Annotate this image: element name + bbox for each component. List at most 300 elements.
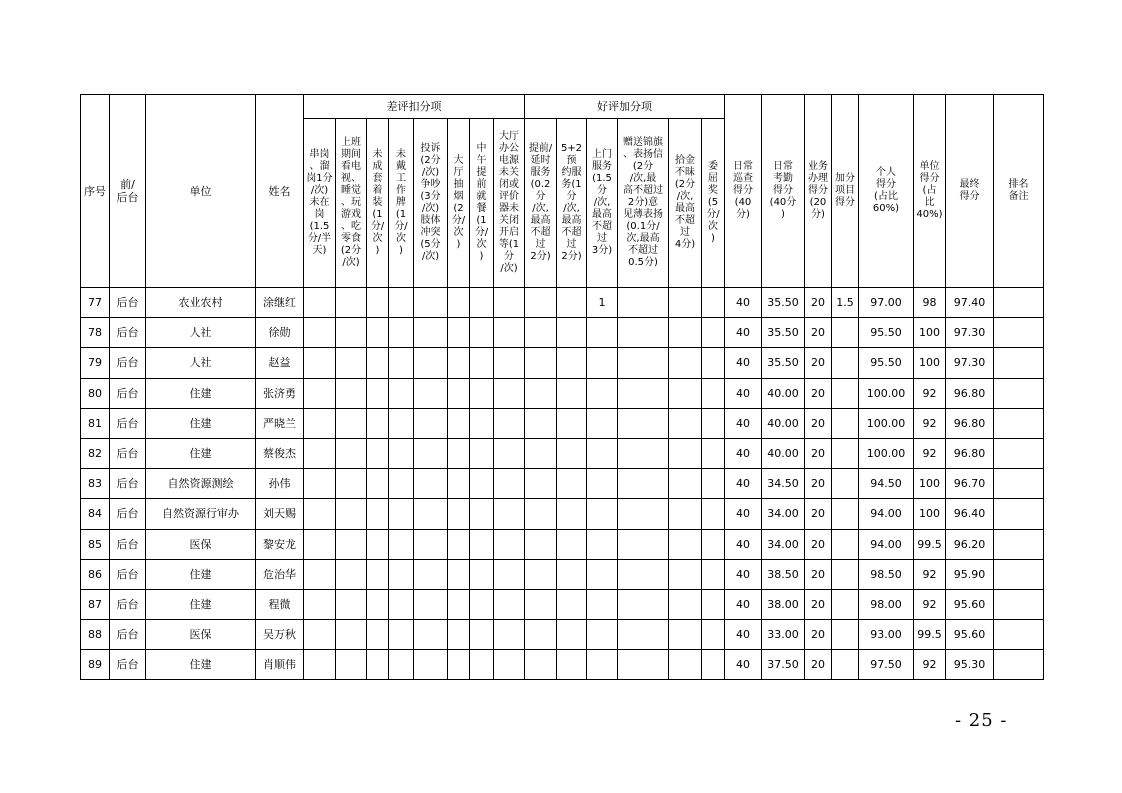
bonus-project-cell <box>832 650 859 680</box>
deduct-cell <box>470 288 494 318</box>
unit-score-cell: 99.5 <box>914 620 946 650</box>
bonus-cell <box>618 469 669 499</box>
deduct-cell <box>336 408 367 438</box>
deduct-cell <box>304 589 336 619</box>
deduct-cell <box>389 438 414 468</box>
unit-cell: 人社 <box>146 348 256 378</box>
bonus-project-cell <box>832 559 859 589</box>
front-back-cell: 后台 <box>110 559 146 589</box>
name-cell: 严晓兰 <box>256 408 304 438</box>
remark-cell <box>994 650 1044 680</box>
seq-cell: 84 <box>81 499 110 529</box>
bonus-project-cell <box>832 499 859 529</box>
deduct-cell <box>389 589 414 619</box>
front-back-cell: 后台 <box>110 620 146 650</box>
deduct-cell <box>494 438 525 468</box>
deduct-cell <box>448 650 470 680</box>
bonus-cell <box>618 499 669 529</box>
header-deduct-group: 差评扣分项 <box>304 95 525 119</box>
bonus-cell <box>525 620 557 650</box>
personal-score-cell: 95.50 <box>859 318 914 348</box>
table-row <box>81 589 1044 619</box>
deduct-cell <box>494 378 525 408</box>
business-cell: 20 <box>805 288 832 318</box>
remark-cell <box>994 499 1044 529</box>
deduct-item-header: 串岗 、溜 岗1分 /次) 未在 岗 (1.5 分/半 天) <box>304 119 336 288</box>
seq-cell: 77 <box>81 288 110 318</box>
final-score-cell: 97.30 <box>946 348 994 378</box>
name-cell: 涂继红 <box>256 288 304 318</box>
bonus-cell <box>669 438 702 468</box>
patrol-cell: 40 <box>725 348 762 378</box>
deduct-cell <box>336 378 367 408</box>
attendance-cell: 40.00 <box>762 438 805 468</box>
deduct-cell <box>389 620 414 650</box>
deduct-cell <box>494 589 525 619</box>
bonus-project-cell <box>832 348 859 378</box>
deduct-cell <box>304 438 336 468</box>
bonus-cell <box>702 620 725 650</box>
final-score-cell: 96.20 <box>946 529 994 559</box>
deduct-cell <box>494 469 525 499</box>
deduct-cell <box>336 499 367 529</box>
personal-score-cell: 100.00 <box>859 378 914 408</box>
bonus-cell <box>669 620 702 650</box>
deduct-cell <box>367 288 389 318</box>
name-cell: 刘天赐 <box>256 499 304 529</box>
name-cell: 蔡俊杰 <box>256 438 304 468</box>
table-row <box>81 469 1044 499</box>
bonus-cell <box>618 589 669 619</box>
patrol-cell: 40 <box>725 589 762 619</box>
attendance-cell: 38.00 <box>762 589 805 619</box>
deduct-cell <box>367 559 389 589</box>
unit-cell: 住建 <box>146 438 256 468</box>
bonus-cell <box>669 288 702 318</box>
final-score-cell: 95.90 <box>946 559 994 589</box>
bonus-item-header: 赠送锦旗 、表扬信 (2分 /次,最 高不超过 2分)意 见薄表扬 (0.1分/ 次,最高 不超过 0.5分) <box>618 119 669 288</box>
bonus-cell <box>525 438 557 468</box>
deduct-cell <box>448 348 470 378</box>
unit-score-cell: 100 <box>914 348 946 378</box>
seq-cell: 80 <box>81 378 110 408</box>
deduct-cell <box>389 650 414 680</box>
attendance-cell: 35.50 <box>762 348 805 378</box>
bonus-cell <box>525 348 557 378</box>
attendance-cell: 34.00 <box>762 529 805 559</box>
deduct-item-header: 中 午 提 前 就 餐 (1 分/ 次 ) <box>470 119 494 288</box>
patrol-cell: 40 <box>725 559 762 589</box>
bonus-cell <box>587 378 618 408</box>
bonus-cell <box>587 318 618 348</box>
deduct-cell <box>448 559 470 589</box>
business-cell: 20 <box>805 620 832 650</box>
table-row <box>81 620 1044 650</box>
table-row <box>81 378 1044 408</box>
final-score-cell: 96.80 <box>946 378 994 408</box>
deduct-cell <box>367 589 389 619</box>
business-cell: 20 <box>805 650 832 680</box>
unit-score-cell: 100 <box>914 318 946 348</box>
bonus-project-cell <box>832 408 859 438</box>
header-seq: 序号 <box>81 95 110 288</box>
business-cell: 20 <box>805 378 832 408</box>
unit-cell: 住建 <box>146 559 256 589</box>
unit-cell: 自然资源行审办 <box>146 499 256 529</box>
table-row <box>81 559 1044 589</box>
deduct-cell <box>389 499 414 529</box>
deduct-cell <box>494 318 525 348</box>
bonus-cell <box>587 469 618 499</box>
bonus-cell <box>702 650 725 680</box>
page-number: - 25 - <box>955 710 1008 731</box>
name-cell: 徐勋 <box>256 318 304 348</box>
bonus-project-cell <box>832 589 859 619</box>
patrol-cell: 40 <box>725 529 762 559</box>
business-cell: 20 <box>805 559 832 589</box>
business-cell: 20 <box>805 589 832 619</box>
final-score-cell: 96.80 <box>946 438 994 468</box>
deduct-cell <box>304 288 336 318</box>
deduct-cell <box>414 288 448 318</box>
seq-cell: 83 <box>81 469 110 499</box>
deduct-cell <box>336 438 367 468</box>
attendance-cell: 38.50 <box>762 559 805 589</box>
personal-score-cell: 95.50 <box>859 348 914 378</box>
bonus-cell <box>525 408 557 438</box>
front-back-cell: 后台 <box>110 318 146 348</box>
business-cell: 20 <box>805 469 832 499</box>
final-score-cell: 97.30 <box>946 318 994 348</box>
personal-score-cell: 100.00 <box>859 438 914 468</box>
bonus-cell <box>587 589 618 619</box>
bonus-cell <box>525 529 557 559</box>
table-row <box>81 438 1044 468</box>
deduct-cell <box>494 499 525 529</box>
deduct-cell <box>367 348 389 378</box>
deduct-cell <box>389 318 414 348</box>
deduct-cell <box>367 438 389 468</box>
remark-cell <box>994 469 1044 499</box>
front-back-cell: 后台 <box>110 438 146 468</box>
deduct-item-header: 大 厅 抽 烟 (2 分/ 次 ) <box>448 119 470 288</box>
patrol-cell: 40 <box>725 318 762 348</box>
business-cell: 20 <box>805 408 832 438</box>
remark-cell <box>994 559 1044 589</box>
table-row <box>81 288 1044 318</box>
bonus-cell <box>557 288 587 318</box>
deduct-cell <box>414 318 448 348</box>
deduct-cell <box>367 408 389 438</box>
deduct-cell <box>414 499 448 529</box>
patrol-cell: 40 <box>725 620 762 650</box>
bonus-cell <box>557 589 587 619</box>
patrol-cell: 40 <box>725 408 762 438</box>
deduct-cell <box>304 650 336 680</box>
business-cell: 20 <box>805 438 832 468</box>
seq-cell: 78 <box>81 318 110 348</box>
score-table <box>80 94 1044 680</box>
deduct-cell <box>448 408 470 438</box>
bonus-cell <box>618 408 669 438</box>
header-final: 最终 得分 <box>946 95 994 288</box>
deduct-cell <box>494 348 525 378</box>
bonus-cell <box>618 318 669 348</box>
bonus-cell <box>525 378 557 408</box>
bonus-cell <box>557 408 587 438</box>
seq-cell: 81 <box>81 408 110 438</box>
bonus-cell <box>557 499 587 529</box>
deduct-item-header: 投诉 (2分 /次) 争吵 (3分 /次) 肢体 冲突 (5分 /次) <box>414 119 448 288</box>
deduct-cell <box>367 469 389 499</box>
deduct-item-header: 未 成 套 着 装 (1 分/ 次 ) <box>367 119 389 288</box>
deduct-cell <box>414 408 448 438</box>
deduct-cell <box>336 318 367 348</box>
bonus-cell <box>557 529 587 559</box>
deduct-cell <box>494 408 525 438</box>
deduct-cell <box>448 378 470 408</box>
personal-score-cell: 97.50 <box>859 650 914 680</box>
header-front-back: 前/ 后台 <box>110 95 146 288</box>
deduct-cell <box>470 559 494 589</box>
deduct-cell <box>448 438 470 468</box>
header-bonus-project: 加分 项目 得分 <box>832 95 859 288</box>
bonus-cell <box>669 529 702 559</box>
bonus-cell <box>669 589 702 619</box>
deduct-cell <box>470 650 494 680</box>
unit-score-cell: 92 <box>914 650 946 680</box>
front-back-cell: 后台 <box>110 288 146 318</box>
deduct-cell <box>367 620 389 650</box>
bonus-cell <box>587 348 618 378</box>
business-cell: 20 <box>805 529 832 559</box>
attendance-cell: 34.00 <box>762 499 805 529</box>
remark-cell <box>994 529 1044 559</box>
patrol-cell: 40 <box>725 499 762 529</box>
bonus-project-cell <box>832 378 859 408</box>
deduct-cell <box>494 650 525 680</box>
bonus-cell <box>587 408 618 438</box>
bonus-item-header: 上门 服务 (1.5 分 /次, 最高 不超 过 3分) <box>587 119 618 288</box>
bonus-cell <box>525 559 557 589</box>
deduct-cell <box>448 469 470 499</box>
bonus-item-header: 5+2预 约服 务(1 分 /次, 最高 不超 过 2分) <box>557 119 587 288</box>
bonus-cell <box>557 620 587 650</box>
name-cell: 赵益 <box>256 348 304 378</box>
bonus-cell <box>525 318 557 348</box>
bonus-cell <box>669 348 702 378</box>
deduct-cell <box>336 650 367 680</box>
deduct-cell <box>414 529 448 559</box>
business-cell: 20 <box>805 499 832 529</box>
table-row <box>81 348 1044 378</box>
unit-cell: 住建 <box>146 589 256 619</box>
deduct-cell <box>336 348 367 378</box>
name-cell: 肖顺伟 <box>256 650 304 680</box>
unit-cell: 医保 <box>146 620 256 650</box>
patrol-cell: 40 <box>725 650 762 680</box>
bonus-cell <box>669 318 702 348</box>
deduct-cell <box>494 620 525 650</box>
unit-score-cell: 92 <box>914 559 946 589</box>
deduct-cell <box>494 529 525 559</box>
bonus-cell <box>618 529 669 559</box>
table-body <box>81 288 1044 680</box>
bonus-cell <box>618 348 669 378</box>
deduct-cell <box>470 469 494 499</box>
seq-cell: 85 <box>81 529 110 559</box>
bonus-cell <box>702 469 725 499</box>
bonus-cell <box>702 499 725 529</box>
bonus-cell: 1 <box>587 288 618 318</box>
front-back-cell: 后台 <box>110 378 146 408</box>
deduct-cell <box>389 529 414 559</box>
deduct-cell <box>470 499 494 529</box>
deduct-cell <box>304 408 336 438</box>
bonus-cell <box>525 469 557 499</box>
patrol-cell: 40 <box>725 438 762 468</box>
deduct-cell <box>470 620 494 650</box>
attendance-cell: 35.50 <box>762 318 805 348</box>
final-score-cell: 95.60 <box>946 589 994 619</box>
bonus-cell <box>702 408 725 438</box>
bonus-cell <box>587 650 618 680</box>
name-cell: 程微 <box>256 589 304 619</box>
remark-cell <box>994 318 1044 348</box>
deduct-cell <box>448 318 470 348</box>
attendance-cell: 33.00 <box>762 620 805 650</box>
bonus-cell <box>525 499 557 529</box>
table-row <box>81 408 1044 438</box>
unit-cell: 医保 <box>146 529 256 559</box>
front-back-cell: 后台 <box>110 650 146 680</box>
deduct-cell <box>448 589 470 619</box>
bonus-cell <box>525 589 557 619</box>
deduct-cell <box>304 348 336 378</box>
personal-score-cell: 94.00 <box>859 529 914 559</box>
final-score-cell: 96.70 <box>946 469 994 499</box>
header-unit-score: 单位 得分 (占 比 40%) <box>914 95 946 288</box>
name-cell: 孙伟 <box>256 469 304 499</box>
table-row <box>81 499 1044 529</box>
attendance-cell: 37.50 <box>762 650 805 680</box>
personal-score-cell: 97.00 <box>859 288 914 318</box>
table-row <box>81 529 1044 559</box>
header-remark: 排名 备注 <box>994 95 1044 288</box>
deduct-cell <box>414 348 448 378</box>
remark-cell <box>994 438 1044 468</box>
bonus-cell <box>702 348 725 378</box>
remark-cell <box>994 408 1044 438</box>
deduct-cell <box>304 499 336 529</box>
deduct-cell <box>304 620 336 650</box>
bonus-project-cell <box>832 529 859 559</box>
seq-cell: 87 <box>81 589 110 619</box>
deduct-cell <box>470 589 494 619</box>
unit-score-cell: 98 <box>914 288 946 318</box>
deduct-cell <box>336 620 367 650</box>
bonus-cell <box>557 378 587 408</box>
unit-cell: 自然资源测绘 <box>146 469 256 499</box>
bonus-project-cell <box>832 318 859 348</box>
bonus-cell <box>618 288 669 318</box>
bonus-cell <box>702 438 725 468</box>
personal-score-cell: 94.50 <box>859 469 914 499</box>
bonus-cell <box>557 348 587 378</box>
deduct-item-header: 上班 期间 看电 视、 睡觉 、玩 游戏 、吃 零食 (2分 /次) <box>336 119 367 288</box>
patrol-cell: 40 <box>725 469 762 499</box>
bonus-item-header: 委 屈 奖 (5 分/ 次 ) <box>702 119 725 288</box>
front-back-cell: 后台 <box>110 499 146 529</box>
table-row <box>81 318 1044 348</box>
deduct-cell <box>414 378 448 408</box>
header-unit: 单位 <box>146 95 256 288</box>
deduct-cell <box>389 378 414 408</box>
unit-cell: 住建 <box>146 408 256 438</box>
deduct-item-header: 未 戴 工 作 牌 (1 分/ 次 ) <box>389 119 414 288</box>
bonus-project-cell <box>832 438 859 468</box>
bonus-cell <box>557 318 587 348</box>
unit-score-cell: 100 <box>914 469 946 499</box>
final-score-cell: 96.40 <box>946 499 994 529</box>
bonus-cell <box>557 650 587 680</box>
name-cell: 张济勇 <box>256 378 304 408</box>
seq-cell: 79 <box>81 348 110 378</box>
name-cell: 黎安龙 <box>256 529 304 559</box>
unit-cell: 住建 <box>146 650 256 680</box>
bonus-cell <box>702 589 725 619</box>
front-back-cell: 后台 <box>110 408 146 438</box>
bonus-cell <box>618 378 669 408</box>
deduct-cell <box>448 288 470 318</box>
remark-cell <box>994 378 1044 408</box>
deduct-cell <box>336 559 367 589</box>
bonus-item-header: 拾金 不昧 (2分 /次, 最高 不超 过 4分) <box>669 119 702 288</box>
personal-score-cell: 98.50 <box>859 559 914 589</box>
deduct-cell <box>470 408 494 438</box>
deduct-item-header: 大厅 办公 电源 未关 闭或 评价 器未 关闭 开启 等(1 分 /次) <box>494 119 525 288</box>
unit-cell: 人社 <box>146 318 256 348</box>
front-back-cell: 后台 <box>110 348 146 378</box>
deduct-cell <box>389 288 414 318</box>
bonus-cell <box>587 529 618 559</box>
header-name: 姓名 <box>256 95 304 288</box>
bonus-cell <box>702 529 725 559</box>
deduct-cell <box>414 589 448 619</box>
seq-cell: 88 <box>81 620 110 650</box>
business-cell: 20 <box>805 348 832 378</box>
deduct-cell <box>367 378 389 408</box>
personal-score-cell: 98.00 <box>859 589 914 619</box>
seq-cell: 82 <box>81 438 110 468</box>
deduct-cell <box>414 438 448 468</box>
deduct-cell <box>470 378 494 408</box>
unit-score-cell: 92 <box>914 438 946 468</box>
attendance-cell: 40.00 <box>762 378 805 408</box>
deduct-cell <box>470 348 494 378</box>
final-score-cell: 96.80 <box>946 408 994 438</box>
deduct-cell <box>336 288 367 318</box>
bonus-cell <box>702 559 725 589</box>
table-header <box>81 95 1044 288</box>
deduct-cell <box>389 559 414 589</box>
bonus-cell <box>618 620 669 650</box>
deduct-cell <box>389 469 414 499</box>
bonus-project-cell <box>832 469 859 499</box>
deduct-cell <box>414 559 448 589</box>
attendance-cell: 40.00 <box>762 408 805 438</box>
remark-cell <box>994 589 1044 619</box>
